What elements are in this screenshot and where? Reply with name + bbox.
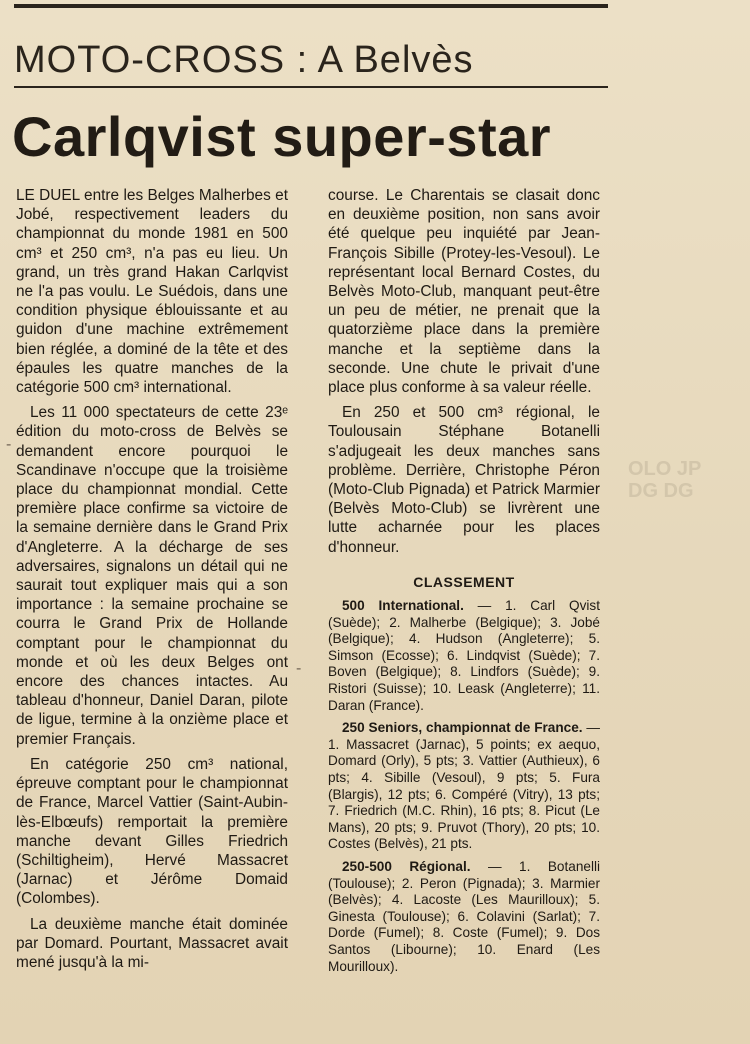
results-category: 500 International. bbox=[342, 598, 464, 614]
headline: Carlqvist super-star bbox=[12, 105, 552, 168]
results-text: — 1. Carl Qvist (Suède); 2. Malherbe (Belgique); 3. Jobé (Belgique); 4. Hudson (Angleterre); 5. Simson (Ecosse); 6. Lindqvist (Suède); 7. Boven (Belgique); 8. Lindfors (Suède); 9. Ristori (Suisse); 10. Leask (Angleterre); 11. Daran (France). bbox=[328, 598, 600, 713]
paragraph: La deuxième manche était dominée par Domard. Pourtant, Massacret avait mené jusqu'à la mi- bbox=[16, 915, 288, 971]
top-rule bbox=[14, 4, 608, 8]
margin-mark: - bbox=[296, 660, 302, 677]
paragraph: LE DUEL entre les Belges Malherbes et Jobé, respectivement leaders du championnat du monde 1981 en 500 cm³ et 250 cm³, n'a pas eu lieu. Un grand, un très grand Hakan Carlqvist ne l'a pas voulu. Le Suédois, dans une condition physique éblouissante et au guidon d'une machine extrêmement bien réglée, a dominé de la tête et des épaules les quatre manches de la catégorie 500 cm³ international. bbox=[16, 187, 288, 397]
article-column-2 bbox=[328, 186, 600, 975]
results-text: — 1. Botanelli (Toulouse); 2. Peron (Pignada); 3. Marmier (Belvès); 4. Lacoste (Les Maurilloux); 5. Ginesta (Toulouse); 6. Colavini (Sarlat); 7. Dorde (Fumel); 8. Coste (Fumel); 9. Dos Santos (Libourne); 10. Enard (Les Mourilloux). bbox=[328, 858, 600, 974]
results-block bbox=[328, 859, 600, 975]
watermark bbox=[628, 458, 750, 530]
results-category: 250 Seniors, championnat de France. bbox=[342, 720, 583, 736]
results-category: 250-500 Régional. bbox=[342, 858, 471, 874]
watermark-text: DG DG bbox=[628, 480, 694, 502]
results-block bbox=[328, 720, 600, 853]
results-text: — 1. Massacret (Jarnac), 5 points; ex aequo, Domard (Orly), 5 pts; 3. Vattier (Authieux), 6 pts; 4. Sibille (Vesoul), 9 pts; 5. Fura (Blargis), 12 pts; 6. Compéré (Vitry), 13 pts; 7. Friedrich (M.C. Rhin), 16 pts; 8. Picut (Le Mans), 20 pts; 9. Pruvot (Thory), 20 pts; 10. Costes (Belvès), 21 pts. bbox=[328, 720, 600, 852]
article-column-1 bbox=[16, 186, 288, 972]
watermark-text: OLO JP bbox=[628, 458, 702, 480]
paragraph: En catégorie 250 cm³ national, épreuve comptant pour le championnat de France, Marcel Vattier (Saint-Aubin-lès-Elbœufs) remportait la première manche devant Gilles Friedrich (Schiltigheim), Hervé Massacret (Jarnac) et Jérôme Domaid (Colombes). bbox=[16, 755, 288, 908]
results-block bbox=[328, 598, 600, 714]
margin-mark: - bbox=[6, 436, 12, 453]
paragraph: En 250 et 500 cm³ régional, le Toulousain Stéphane Botanelli s'adjugeait les deux manches sans problème. Derrière, Christophe Péron (Moto-Club Pignada) et Patrick Marmier (Belvès Moto-Club) se livrèrent une lutte acharnée pour les places d'honneur. bbox=[328, 404, 600, 556]
results-title: CLASSEMENT bbox=[413, 573, 515, 590]
paragraph: Les 11 000 spectateurs de cette 23ᵉ édition du moto-cross de Belvès se demandent encore pourquoi le Scandinave n'occupe que la troisième place du championnat mondial. Cette première place confirme sa victoire de la semaine dernière dans le Grand Prix d'Angleterre. A la décharge de ses adversaires, signalons un détail qui ne saurait tout expliquer mais qui a son importance : la semaine prochaine se courra le Grand Prix de Hollande comptant pour le championnat du monde et où les deux Belges ont encore des chances intactes. Au tableau d'honneur, Daniel Daran, pilote de ligue, termine à la onzième place et premier Français. bbox=[16, 404, 288, 748]
paragraph: course. Le Charentais se clasait donc en deuxième position, non sans avoir été quelque peu inquiété par Jean-François Sibille (Protey-les-Vesoul). Le représentant local Bernard Costes, du Belvès Moto-Club, manquant peut-être un peu de métier, ne prenait que la quatorzième place dans la première manche et la septième dans la seconde. Une chute le privait d'une place plus conforme à sa valeur réelle. bbox=[328, 187, 600, 397]
section-rubric: MOTO-CROSS : A Belvès bbox=[14, 39, 474, 81]
rubric-rule bbox=[14, 86, 608, 88]
